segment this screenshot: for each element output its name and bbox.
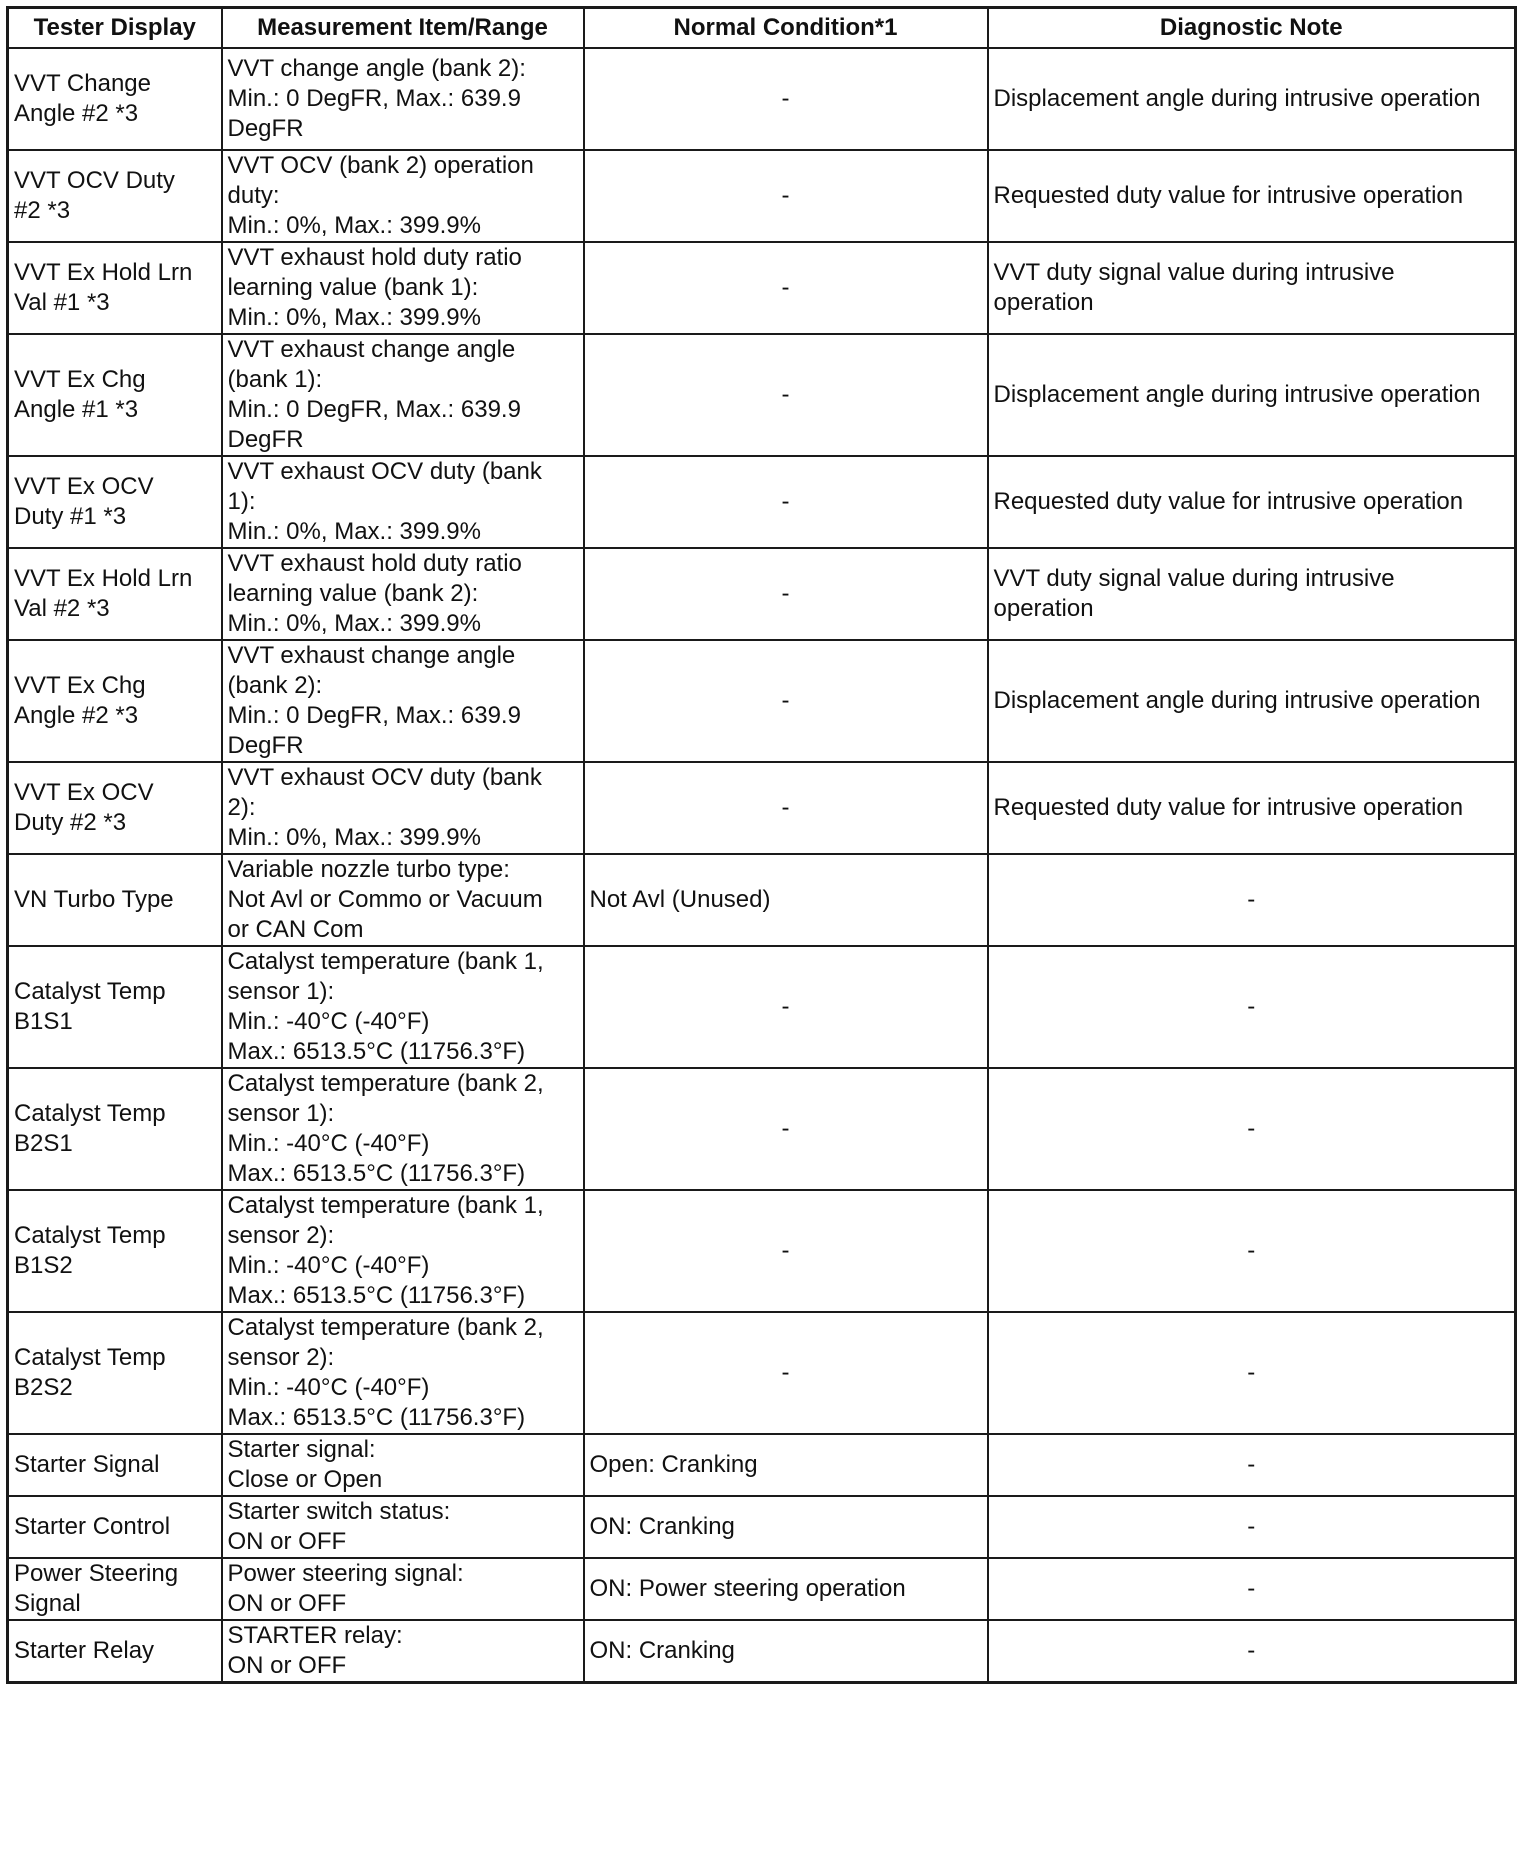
normal-condition-cell [584,1434,988,1496]
table-row [8,1496,1516,1558]
table-row [8,1068,1516,1190]
cell-text-line: B2S1 [14,1130,73,1157]
cell-text-line: DegFR [227,426,304,453]
tester-display-cell [8,1190,222,1312]
cell-text-line: Catalyst temperature (bank 2, [227,1070,544,1097]
measurement-range-cell [222,1190,584,1312]
cell-text-line: VN Turbo Type [14,886,174,913]
normal-condition-cell [584,640,988,762]
cell-text-line: VVT Ex OCV [14,779,154,806]
cell-text-line: Min.: -40°C (-40°F) [227,1252,430,1279]
cell-text-line: 2): [227,794,256,821]
measurement-range-cell [222,150,584,242]
cell-text-line: Not Avl or Commo or Vacuum [227,886,543,913]
cell-text-line: Catalyst temperature (bank 1, [227,948,544,975]
diagnostic-note-cell [988,334,1516,456]
cell-text-line: - [781,993,790,1020]
cell-text-line: sensor 1): [227,978,335,1005]
measurement-range-cell [222,1620,584,1683]
cell-text-line: Requested duty value for intrusive operation [993,488,1464,515]
cell-text-line: VVT exhaust hold duty ratio [227,244,522,271]
cell-text-line: Requested duty value for intrusive operation [993,182,1464,209]
cell-text-line: Catalyst Temp [14,1222,166,1249]
cell-text-line: - [1247,1513,1256,1540]
cell-text-line: Min.: 0 DegFR, Max.: 639.9 [227,396,521,423]
diagnostic-note-cell [988,1434,1516,1496]
cell-text-line: - [1247,1451,1256,1478]
cell-text-line: - [781,182,790,209]
diagnostic-note-cell [988,1190,1516,1312]
diagnostic-note-cell [988,640,1516,762]
tester-display-cell [8,640,222,762]
table-row [8,640,1516,762]
measurement-range-cell [222,1558,584,1620]
cell-text-line: Catalyst Temp [14,978,166,1005]
measurement-range-cell [222,48,584,150]
cell-text-line: - [781,488,790,515]
table-row [8,48,1516,150]
cell-text-line: Min.: 0%, Max.: 399.9% [227,610,481,637]
tester-display-cell [8,1434,222,1496]
cell-text-line: ON: Cranking [589,1513,735,1540]
tester-display-cell [8,456,222,548]
cell-text-line: - [1247,1237,1256,1264]
cell-text-line: Starter Relay [14,1637,155,1664]
cell-text-line: VVT change angle (bank 2): [227,55,526,82]
cell-text-line: Val #1 *3 [14,289,110,316]
cell-text-line: 1): [227,488,256,515]
cell-text-line: VVT exhaust OCV duty (bank [227,458,542,485]
tester-display-cell [8,946,222,1068]
cell-text-line: Catalyst temperature (bank 2, [227,1314,544,1341]
measurement-range-cell [222,1068,584,1190]
cell-text-line: - [781,687,790,714]
cell-text-line: - [781,85,790,112]
normal-condition-cell [584,150,988,242]
diagnostic-note-cell [988,762,1516,854]
cell-text-line: VVT Ex Hold Lrn [14,259,193,286]
normal-condition-cell [584,946,988,1068]
tester-display-cell [8,1558,222,1620]
measurement-range-cell [222,762,584,854]
measurement-range-cell [222,946,584,1068]
cell-text-line: VVT Ex Chg [14,672,146,699]
cell-text-line: sensor 2): [227,1344,335,1371]
cell-text-line: - [781,274,790,301]
table-header-row [8,8,1516,49]
measurement-range-cell [222,1434,584,1496]
header-tester-display: Tester Display [8,8,222,49]
header-diagnostic-note: Diagnostic Note [988,8,1516,49]
normal-condition-cell [584,1190,988,1312]
cell-text-line: Variable nozzle turbo type: [227,856,510,883]
cell-text-line: Min.: 0%, Max.: 399.9% [227,824,481,851]
tester-display-cell [8,1068,222,1190]
measurement-range-cell [222,548,584,640]
normal-condition-cell [584,1558,988,1620]
diagnostic-note-cell [988,1620,1516,1683]
cell-text-line: Requested duty value for intrusive operation [993,794,1464,821]
cell-text-line: VVT Ex Hold Lrn [14,565,193,592]
cell-text-line: DegFR [227,732,304,759]
diagnostic-note-cell [988,854,1516,946]
diagnostic-note-cell [988,946,1516,1068]
table-row [8,548,1516,640]
table-row [8,242,1516,334]
diagnostic-note-cell [988,1558,1516,1620]
diagnostic-note-cell [988,1312,1516,1434]
measurement-range-cell [222,640,584,762]
cell-text-line: Angle #2 *3 [14,100,139,127]
tester-display-cell [8,334,222,456]
cell-text-line: Open: Cranking [589,1451,758,1478]
cell-text-line: ON or OFF [227,1528,347,1555]
cell-text-line: VVT duty signal value during intrusive [993,565,1395,592]
table-row [8,334,1516,456]
tester-display-cell [8,762,222,854]
normal-condition-cell [584,242,988,334]
cell-text-line: operation [993,289,1094,316]
table-row [8,1434,1516,1496]
table-row [8,854,1516,946]
normal-condition-cell [584,548,988,640]
table-row [8,1620,1516,1683]
cell-text-line: Min.: 0 DegFR, Max.: 639.9 [227,702,521,729]
cell-text-line: B1S2 [14,1252,73,1279]
normal-condition-cell [584,1620,988,1683]
diagnostic-note-cell [988,48,1516,150]
cell-text-line: Min.: -40°C (-40°F) [227,1008,430,1035]
tester-display-cell [8,48,222,150]
measurement-range-cell [222,1496,584,1558]
tester-display-cell [8,548,222,640]
cell-text-line: Val #2 *3 [14,595,110,622]
tester-display-cell [8,150,222,242]
cell-text-line: duty: [227,182,280,209]
cell-text-line: VVT exhaust change angle [227,336,516,363]
cell-text-line: - [1247,886,1256,913]
cell-text-line: VVT exhaust OCV duty (bank [227,764,542,791]
cell-text-line: Displacement angle during intrusive operation [993,687,1481,714]
diagnostic-note-cell [988,1068,1516,1190]
cell-text-line: Starter Control [14,1513,171,1540]
cell-text-line: operation [993,595,1094,622]
document-page [6,6,1514,1684]
table-row [8,1558,1516,1620]
diagnostic-note-cell [988,150,1516,242]
cell-text-line: VVT duty signal value during intrusive [993,259,1395,286]
table-row [8,946,1516,1068]
cell-text-line: - [1247,1115,1256,1142]
cell-text-line: Duty #2 *3 [14,809,127,836]
measurement-range-cell [222,1312,584,1434]
normal-condition-cell [584,854,988,946]
cell-text-line: Catalyst Temp [14,1100,166,1127]
cell-text-line: ON: Power steering operation [589,1575,906,1602]
normal-condition-cell [584,762,988,854]
cell-text-line: Displacement angle during intrusive operation [993,381,1481,408]
cell-text-line: Displacement angle during intrusive operation [993,85,1481,112]
normal-condition-cell [584,334,988,456]
cell-text-line: Close or Open [227,1466,383,1493]
cell-text-line: Power steering signal: [227,1560,464,1587]
table-row [8,762,1516,854]
cell-text-line: - [781,1237,790,1264]
cell-text-line: (bank 1): [227,366,323,393]
measurement-range-cell [222,456,584,548]
table-body [8,48,1516,1683]
cell-text-line: DegFR [227,115,304,142]
tester-display-cell [8,242,222,334]
cell-text-line: ON: Cranking [589,1637,735,1664]
tester-display-cell [8,1620,222,1683]
cell-text-line: - [781,794,790,821]
cell-text-line: #2 *3 [14,197,71,224]
table-row [8,456,1516,548]
cell-text-line: Max.: 6513.5°C (11756.3°F) [227,1282,526,1309]
cell-text-line: Min.: -40°C (-40°F) [227,1374,430,1401]
cell-text-line: Max.: 6513.5°C (11756.3°F) [227,1160,526,1187]
cell-text-line: Catalyst temperature (bank 1, [227,1192,544,1219]
cell-text-line: - [781,1115,790,1142]
cell-text-line: - [781,1359,790,1386]
cell-text-line: ON or OFF [227,1590,347,1617]
cell-text-line: - [1247,993,1256,1020]
measurement-range-cell [222,242,584,334]
cell-text-line: VVT Ex OCV [14,473,154,500]
table-row [8,1312,1516,1434]
cell-text-line: VVT exhaust hold duty ratio [227,550,522,577]
cell-text-line: (bank 2): [227,672,323,699]
diagnostic-note-cell [988,242,1516,334]
header-measurement-item-range: Measurement Item/Range [222,8,584,49]
measurement-range-cell [222,854,584,946]
tester-display-cell [8,854,222,946]
measurement-range-cell [222,334,584,456]
cell-text-line: - [1247,1359,1256,1386]
tester-display-cell [8,1496,222,1558]
cell-text-line: Angle #1 *3 [14,396,139,423]
cell-text-line: sensor 1): [227,1100,335,1127]
cell-text-line: Starter Signal [14,1451,160,1478]
cell-text-line: Starter signal: [227,1436,376,1463]
cell-text-line: Duty #1 *3 [14,503,127,530]
cell-text-line: Min.: -40°C (-40°F) [227,1130,430,1157]
cell-text-line: ON or OFF [227,1652,347,1679]
cell-text-line: B2S2 [14,1374,73,1401]
cell-text-line: Signal [14,1590,81,1617]
normal-condition-cell [584,456,988,548]
cell-text-line: B1S1 [14,1008,73,1035]
normal-condition-cell [584,1068,988,1190]
cell-text-line: VVT Change [14,70,151,97]
table-row [8,150,1516,242]
cell-text-line: - [781,381,790,408]
cell-text-line: VVT OCV (bank 2) operation [227,152,534,179]
cell-text-line: Min.: 0%, Max.: 399.9% [227,212,481,239]
cell-text-line: Min.: 0 DegFR, Max.: 639.9 [227,85,521,112]
normal-condition-cell [584,48,988,150]
cell-text-line: Starter switch status: [227,1498,451,1525]
cell-text-line: sensor 2): [227,1222,335,1249]
tester-display-cell [8,1312,222,1434]
cell-text-line: learning value (bank 2): [227,580,479,607]
header-normal-condition: Normal Condition*1 [584,8,988,49]
cell-text-line: VVT Ex Chg [14,366,146,393]
cell-text-line: Angle #2 *3 [14,702,139,729]
cell-text-line: - [781,580,790,607]
cell-text-line: Min.: 0%, Max.: 399.9% [227,304,481,331]
normal-condition-cell [584,1496,988,1558]
cell-text-line: STARTER relay: [227,1622,403,1649]
cell-text-line: - [1247,1575,1256,1602]
data-list-table [6,6,1517,1684]
table-row [8,1190,1516,1312]
cell-text-line: Catalyst Temp [14,1344,166,1371]
cell-text-line: VVT exhaust change angle [227,642,516,669]
cell-text-line: Min.: 0%, Max.: 399.9% [227,518,481,545]
cell-text-line: VVT OCV Duty [14,167,175,194]
cell-text-line: Max.: 6513.5°C (11756.3°F) [227,1404,526,1431]
normal-condition-cell [584,1312,988,1434]
diagnostic-note-cell [988,456,1516,548]
diagnostic-note-cell [988,1496,1516,1558]
cell-text-line: Not Avl (Unused) [589,886,771,913]
diagnostic-note-cell [988,548,1516,640]
cell-text-line: Max.: 6513.5°C (11756.3°F) [227,1038,526,1065]
cell-text-line: Power Steering [14,1560,179,1587]
cell-text-line: learning value (bank 1): [227,274,479,301]
cell-text-line: or CAN Com [227,916,364,943]
cell-text-line: - [1247,1637,1256,1664]
